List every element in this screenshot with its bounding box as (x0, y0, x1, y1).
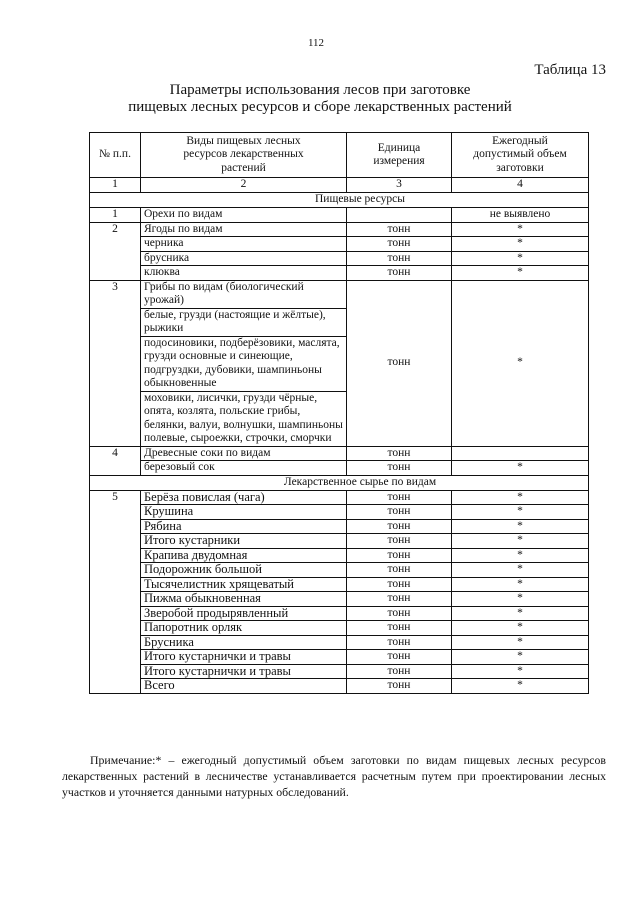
unit-cell: тонн (347, 280, 452, 446)
table-row (90, 251, 589, 266)
species-name: Всего (141, 679, 347, 694)
volume-cell: * (452, 577, 589, 592)
species-name: клюква (141, 266, 347, 281)
column-number-row (90, 178, 589, 193)
table-row (90, 548, 589, 563)
table-row (90, 563, 589, 578)
unit-cell: тонн (347, 635, 452, 650)
row-number: 1 (90, 208, 141, 223)
species-name: Древесные соки по видам (141, 446, 347, 461)
table-row (90, 621, 589, 636)
unit-cell: тонн (347, 266, 452, 281)
table-row (90, 280, 589, 308)
unit-cell: тонн (347, 251, 452, 266)
species-name: Грибы по видам (биологический урожай) (141, 280, 347, 308)
unit-cell: тонн (347, 563, 452, 578)
table-row (90, 237, 589, 252)
table-row (90, 222, 589, 237)
footnote: Примечание:* – ежегодный допустимый объем заготовки по видам пищевых лесных ресурсов лекарственных растений в лесничестве устанавливается расчетным путем при проектировании лесных участков и уточняется данными натурных обследований. (62, 753, 606, 799)
volume-cell: * (452, 519, 589, 534)
volume-cell: * (452, 650, 589, 665)
volume-cell: * (452, 505, 589, 520)
unit-cell: тонн (347, 490, 452, 505)
volume-cell: не выявлено (452, 208, 589, 223)
unit-cell: тонн (347, 505, 452, 520)
volume-cell: * (452, 606, 589, 621)
unit-cell: тонн (347, 461, 452, 476)
table-row (90, 534, 589, 549)
column-number: 3 (347, 178, 452, 193)
volume-cell: * (452, 621, 589, 636)
row-number: 2 (90, 222, 141, 280)
species-name: Итого кустарники (141, 534, 347, 549)
unit-cell: тонн (347, 606, 452, 621)
unit-cell: тонн (347, 446, 452, 461)
table-row (90, 650, 589, 665)
species-name: черника (141, 237, 347, 252)
volume-cell: * (452, 251, 589, 266)
title-line: Параметры использования лесов при заготовке (169, 82, 471, 98)
table-row (90, 519, 589, 534)
table-row (90, 664, 589, 679)
unit-cell: тонн (347, 534, 452, 549)
species-name: Берёза повислая (чага) (141, 490, 347, 505)
species-name: Ягоды по видам (141, 222, 347, 237)
volume-cell: * (452, 280, 589, 446)
title-line: пищевых лесных ресурсов и сборе лекарственных растений (128, 99, 512, 115)
species-name: Зверобой продырявленный (141, 606, 347, 621)
column-number: 2 (141, 178, 347, 193)
species-name: Итого кустарнички и травы (141, 664, 347, 679)
header-number: № п.п. (90, 133, 141, 178)
species-name: Итого кустарнички и травы (141, 650, 347, 665)
table-row (90, 592, 589, 607)
volume-cell: * (452, 592, 589, 607)
volume-cell: * (452, 461, 589, 476)
species-name: Подорожник большой (141, 563, 347, 578)
unit-cell: тонн (347, 222, 452, 237)
header-unit: Единица измерения (347, 133, 452, 178)
species-name: белые, грузди (настоящие и жёлтые), рыжики (141, 308, 347, 336)
volume-cell: * (452, 222, 589, 237)
species-name: Крапива двудомная (141, 548, 347, 563)
species-name: брусника (141, 251, 347, 266)
table-row (90, 446, 589, 461)
header-volume: Ежегодный допустимый объем заготовки (452, 133, 589, 178)
row-number: 4 (90, 446, 141, 475)
table-row (90, 505, 589, 520)
table-header-row (90, 133, 589, 178)
species-name: Пижма обыкновенная (141, 592, 347, 607)
unit-cell: тонн (347, 577, 452, 592)
row-number: 5 (90, 490, 141, 693)
volume-cell: * (452, 548, 589, 563)
volume-cell: * (452, 534, 589, 549)
volume-cell (452, 446, 589, 461)
section-row (90, 193, 589, 208)
table-row (90, 635, 589, 650)
volume-cell: * (452, 679, 589, 694)
species-name: Тысячелистник хрящеватый (141, 577, 347, 592)
table-row (90, 577, 589, 592)
resources-table (89, 132, 589, 694)
species-name: подосиновики, подберёзовики, маслята, грузди основные и синеющие, подгруздки, дубовики, шампиньоны обыкновенные (141, 336, 347, 391)
species-name: Крушина (141, 505, 347, 520)
section-medicinal-title: Лекарственное сырье по видам (90, 475, 589, 490)
column-number: 4 (452, 178, 589, 193)
section-row (90, 475, 589, 490)
column-number: 1 (90, 178, 141, 193)
volume-cell: * (452, 266, 589, 281)
volume-cell: * (452, 563, 589, 578)
table-row (90, 606, 589, 621)
unit-cell: тонн (347, 679, 452, 694)
species-name: Папоротник орляк (141, 621, 347, 636)
row-number: 3 (90, 280, 141, 446)
unit-cell: тонн (347, 519, 452, 534)
volume-cell: * (452, 635, 589, 650)
table-row (90, 490, 589, 505)
table-row (90, 679, 589, 694)
page-number: 112 (307, 37, 325, 49)
volume-cell: * (452, 237, 589, 252)
table-row (90, 461, 589, 476)
unit-cell (347, 208, 452, 223)
volume-cell: * (452, 664, 589, 679)
header-species: Виды пищевых лесных ресурсов лекарственных растений (141, 133, 347, 178)
species-name: Брусника (141, 635, 347, 650)
table-row (90, 208, 589, 223)
volume-cell: * (452, 490, 589, 505)
species-name: березовый сок (141, 461, 347, 476)
unit-cell: тонн (347, 237, 452, 252)
unit-cell: тонн (347, 548, 452, 563)
unit-cell: тонн (347, 621, 452, 636)
unit-cell: тонн (347, 592, 452, 607)
species-name: моховики, лисички, грузди чёрные, опята, козлята, польские грибы, белянки, валуи, волнушки, шампиньоны полевые, сыроежки, строчки, сморчки (141, 391, 347, 446)
table-label: Таблица 13 (534, 62, 606, 78)
unit-cell: тонн (347, 664, 452, 679)
table-row (90, 266, 589, 281)
species-name: Орехи по видам (141, 208, 347, 223)
unit-cell: тонн (347, 650, 452, 665)
section-food-title: Пищевые ресурсы (90, 193, 589, 208)
document-title (60, 82, 580, 116)
species-name: Рябина (141, 519, 347, 534)
